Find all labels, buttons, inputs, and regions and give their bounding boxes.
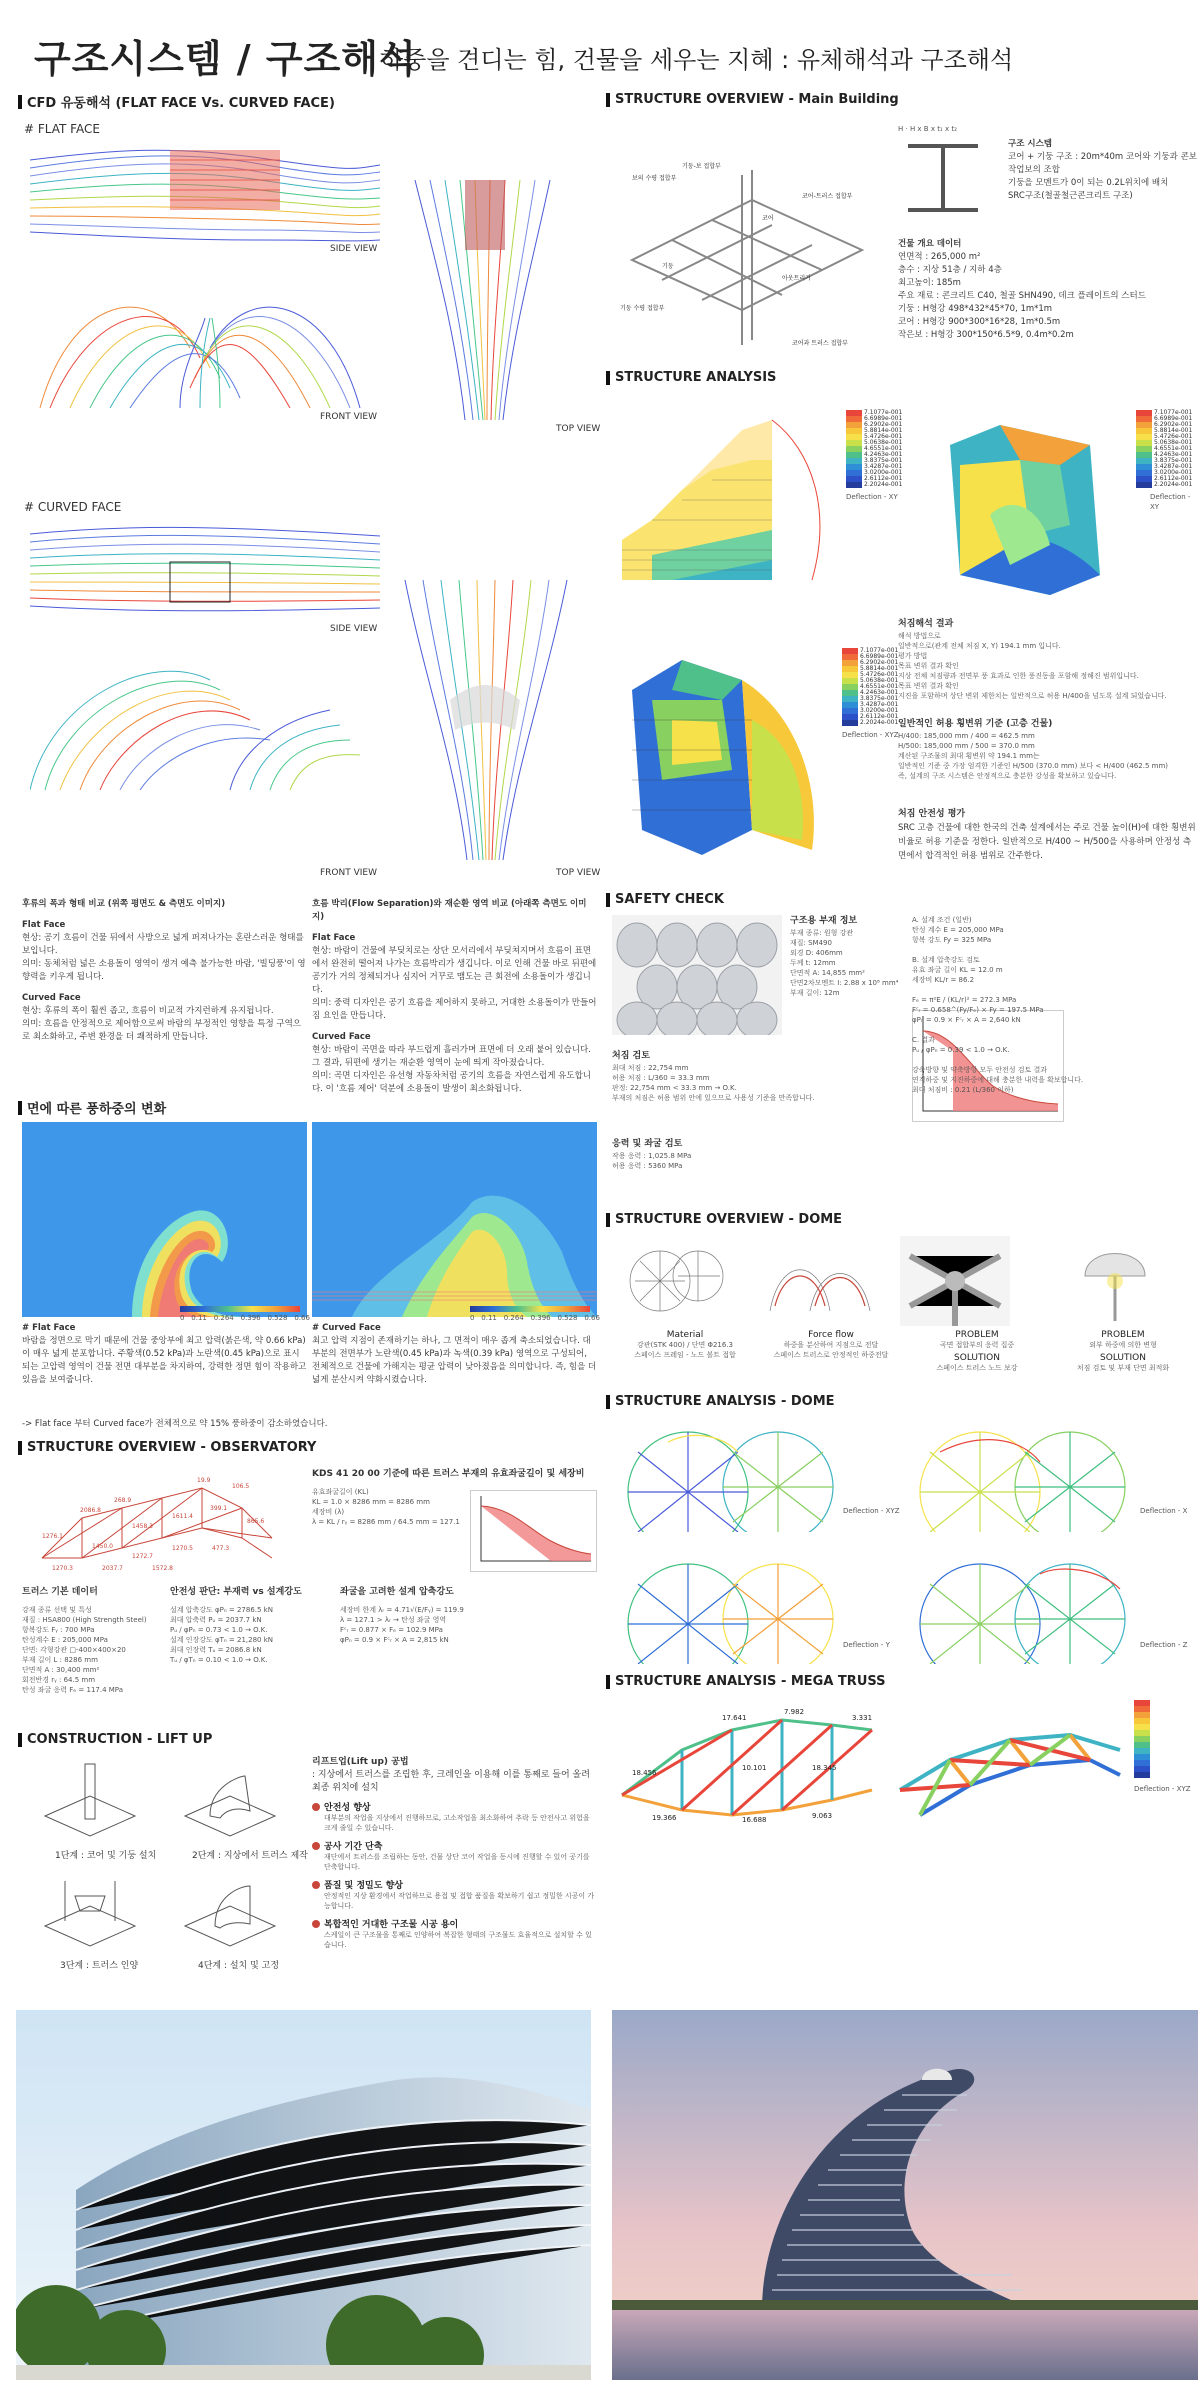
observatory-col3 bbox=[340, 1586, 490, 1645]
legend-value: 3.4287e-001 bbox=[860, 701, 899, 708]
deflection-check-title: 처짐 검토 bbox=[612, 1051, 650, 1061]
curved-pressure-map bbox=[312, 1122, 597, 1317]
construction-step3-illustration bbox=[40, 1866, 140, 1956]
flat-face-label: # FLAT FACE bbox=[24, 122, 100, 136]
building-data-line: 연면적 : 265,000 m² bbox=[898, 252, 981, 262]
flat-pressure-desc bbox=[22, 1322, 307, 1387]
main-building-diagram bbox=[612, 140, 882, 360]
benefit-item bbox=[312, 1917, 597, 1950]
curved-front-view bbox=[30, 640, 370, 790]
dome-item bbox=[904, 1330, 1050, 1373]
truss-number: 477.3 bbox=[212, 1545, 230, 1552]
observatory-col1-title: 트러스 기본 데이터 bbox=[22, 1587, 98, 1597]
h-section-icon bbox=[898, 138, 988, 218]
dome-caption-y: Deflection - Y bbox=[843, 1641, 890, 1649]
compare-left-flat-title: Flat Face bbox=[22, 920, 66, 930]
legend-caption-3: Deflection - XYZ bbox=[842, 731, 899, 739]
building-data-line: 최고높이: 185m bbox=[898, 278, 961, 288]
legend-value: 6.6989e-001 bbox=[860, 653, 899, 660]
dome-item bbox=[758, 1330, 904, 1373]
truss-value: 3.331 bbox=[852, 1714, 873, 1722]
diagram-label: 기둥-보 접합부 bbox=[682, 163, 721, 170]
legend-value: 7.1077e-001 bbox=[860, 647, 899, 654]
construction-step1-illustration bbox=[40, 1756, 140, 1846]
building-data-title: 건물 개요 데이터 bbox=[898, 239, 962, 249]
benefit-item bbox=[312, 1800, 597, 1833]
dome-item bbox=[1050, 1330, 1196, 1373]
deflection-result-title: 처짐해석 결과 bbox=[898, 619, 954, 629]
truss-value: 18.345 bbox=[812, 1764, 837, 1772]
scale-tick: 0.11 bbox=[481, 1314, 497, 1322]
scale-tick: 0.66 bbox=[584, 1314, 600, 1322]
safety-check-heading: SAFETY CHECK bbox=[606, 892, 724, 907]
legend-value: 2.6112e-001 bbox=[860, 713, 899, 720]
stress-check-title: 응력 및 좌굴 검토 bbox=[612, 1139, 683, 1149]
legend-caption-2: Deflection - XY bbox=[1150, 493, 1191, 511]
observatory-heading: STRUCTURE OVERVIEW - OBSERVATORY bbox=[18, 1440, 316, 1455]
building-data-line: 기둥 : H형강 498*432*45*70, 1m*1m bbox=[898, 304, 1053, 314]
bullet-icon bbox=[312, 1803, 320, 1811]
liftup-benefits bbox=[312, 1800, 597, 1956]
truss-value: 7.982 bbox=[784, 1708, 805, 1716]
benefit-text: 안정적인 지상 환경에서 작업하므로 용접 및 접합 품질을 확보하기 쉽고 정밀한 시공이 가능합니다. bbox=[324, 1892, 595, 1910]
curved-pressure-text: 최고 압력 지점이 존재하기는 하나, 그 면적이 매우 좁게 축소되었습니다. 대부분의 전면부가 노란색(0.45 kPa)과 녹색(0.39 kPa) 영역으로 구성되어, 전체적으로 건물에 가해지는 평균 압력이 낮아졌음을 의미합니다. 즉, 힘을 더 넓게 분산시켜 약화시켰습니다. bbox=[312, 1336, 597, 1385]
benefit-text: 대부분의 작업을 지상에서 진행하므로, 고소작업을 최소화하여 추락 등 안전사고 위험을 크게 줄일 수 있습니다. bbox=[324, 1814, 590, 1832]
scale-tick: 0.11 bbox=[191, 1314, 207, 1322]
compare-left bbox=[22, 898, 307, 1044]
building-render-right bbox=[612, 2010, 1198, 2380]
dome-item-text: 하중을 분산하여 지점으로 전달 스페이스 트러스로 안정적인 하중전달 bbox=[773, 1341, 889, 1359]
legend-value: 7.1077e-001 bbox=[864, 409, 903, 416]
construction-step3: 3단계 : 트러스 인양 bbox=[60, 1961, 139, 1971]
legend-value: 3.4287e-001 bbox=[1154, 463, 1193, 470]
legend-value: 5.8814e-001 bbox=[1154, 427, 1193, 434]
observatory-col1 bbox=[22, 1586, 162, 1695]
legend-value: 4.6551e-001 bbox=[1154, 445, 1193, 452]
legend-value: 3.4287e-001 bbox=[864, 463, 903, 470]
legend-value: 4.2463e-001 bbox=[864, 451, 903, 458]
compare-right bbox=[312, 898, 597, 1096]
curved-top-view-caption: TOP VIEW bbox=[556, 868, 601, 878]
truss-value: 19.366 bbox=[652, 1814, 677, 1822]
benefit-text: 스케일이 큰 구조물을 통째로 인양하여 복잡한 형태의 구조물도 효율적으로 설치할 수 있습니다. bbox=[324, 1931, 592, 1949]
dome-item-subtitle: SOLUTION bbox=[954, 1353, 1000, 1363]
legend-value: 6.6989e-001 bbox=[1154, 415, 1193, 422]
construction-step2: 2단계 : 지상에서 트러스 제작 bbox=[192, 1851, 308, 1861]
legend-value: 3.0200e-001 bbox=[860, 707, 899, 714]
legend-caption-1: Deflection - XY bbox=[846, 493, 898, 501]
flat-pressure-text: 바람을 정면으로 막기 때문에 건물 중앙부에 최고 압력(붉은색, 약 0.66 kPa)이 매우 넓게 분포합니다. 주황색(0.52 kPa)과 노란색(0.45 kPa)으로 표시되는 고압력 영역이 건물 전면 대부분을 차지하여, 강력한 정면 힘이 작용하고 있음을 보여줍니다. bbox=[22, 1336, 307, 1385]
legend-value: 6.2902e-001 bbox=[860, 659, 899, 666]
deflection-check-block bbox=[612, 1050, 902, 1103]
legend-values-2 bbox=[1154, 410, 1192, 488]
wind-pressure-heading: 면에 따른 풍하중의 변화 bbox=[18, 1098, 166, 1117]
legend-value: 2.6112e-001 bbox=[1154, 475, 1193, 482]
stress-check-text: 작용 응력 : 1,025.8 MPa 허용 응력 : 5360 MPa bbox=[612, 1152, 692, 1170]
truss-number: 1270.5 bbox=[172, 1545, 193, 1552]
dome-item-title: Force flow bbox=[808, 1330, 854, 1340]
observatory-col1-text: 강재 종류 선택 및 특성 재질 : HSA800 (High Strength Steel) 항복강도 Fᵧ : 700 MPa 탄성계수 E : 205,000 MPa 단면: 각형강관 □-400×400×20 부재 길이 L : 8286 mm 단면적 A : 30,400 mm² 회전반경 rᵧ : 64.5 mm 탄성 좌굴 응력 Fₑ = 117.4 MPa bbox=[22, 1606, 147, 1694]
scale-tick: 0.66 bbox=[294, 1314, 310, 1322]
dome-item-title: PROBLEM bbox=[955, 1330, 999, 1340]
diagram-label: 코어 bbox=[762, 215, 774, 222]
truss-number: 399.1 bbox=[210, 1505, 228, 1512]
observatory-col2-title: 안전성 판단: 부재력 vs 설계강도 bbox=[170, 1587, 302, 1597]
legend-value: 3.8375e-001 bbox=[1154, 457, 1193, 464]
compare-left-title: 후류의 폭과 형태 비교 (위쪽 평면도 & 측면도 이미지) bbox=[22, 899, 226, 909]
compare-right-title: 흐름 박리(Flow Separation)와 재순환 영역 비교 (아래쪽 측면도 이미지) bbox=[312, 899, 587, 922]
legend-value: 2.6112e-001 bbox=[864, 475, 903, 482]
construction-step4-illustration bbox=[180, 1866, 280, 1956]
stress-check-block bbox=[612, 1138, 902, 1171]
legend-value: 4.6551e-001 bbox=[860, 683, 899, 690]
construction-step4: 4단계 : 설치 및 고정 bbox=[198, 1961, 280, 1971]
legend-value: 6.2902e-001 bbox=[1154, 421, 1193, 428]
structure-system-text: 코어 + 기둥 구조 : 20m*40m 코어와 기둥과 콘보 작업보의 조합 기둥을 모멘트가 0이 되는 0.2L위치에 배치 SRC구조(철골철근콘크리트 구조) bbox=[1008, 152, 1197, 201]
structure-system-block bbox=[1008, 138, 1198, 203]
legend-value: 3.0200e-001 bbox=[864, 469, 903, 476]
scale-tick: 0.396 bbox=[530, 1314, 551, 1322]
curved-face-label: # CURVED FACE bbox=[24, 500, 122, 514]
curved-pressure-scale bbox=[470, 1306, 590, 1312]
megatruss-caption: Deflection - XYZ bbox=[1134, 1785, 1191, 1793]
legend-value: 5.4726e-001 bbox=[864, 433, 903, 440]
observatory-truss-diagram bbox=[22, 1468, 292, 1578]
flat-pressure-scale bbox=[180, 1306, 300, 1312]
building-data-line: 작은보 : H형강 300*150*6.5*9, 0.4m*0.2m bbox=[898, 330, 1074, 340]
legend-value: 4.6551e-001 bbox=[864, 445, 903, 452]
wind-conclusion: -> Flat face 부터 Curved face가 전체적으로 약 15% 풍하중이 감소하였습니다. bbox=[22, 1419, 328, 1429]
dome-item-text: 곡면 접합부의 응력 집중 bbox=[939, 1341, 1015, 1349]
kds-title: KDS 41 20 00 기준에 따른 트러스 부재의 유효좌굴길이 및 세장비 bbox=[312, 1469, 585, 1479]
megatruss-3d bbox=[890, 1700, 1130, 1825]
truss-number: 865.6 bbox=[247, 1518, 265, 1525]
dome-caption-z: Deflection - Z bbox=[1140, 1641, 1188, 1649]
legend-value: 5.0638e-001 bbox=[864, 439, 903, 446]
benefit-title: 공사 기간 단축 bbox=[324, 1842, 383, 1852]
analysis-xy-front bbox=[612, 410, 842, 590]
member-info-text: 부재 종류: 원형 강관 재질: SM490 외경 D: 406mm 두께 t: 12mm 단면적 A: 14,855 mm² 단면2차모멘트 I: 2.88 x 10⁸ mm⁴ 부재 길이: 12m bbox=[790, 929, 899, 997]
construction-step2-illustration bbox=[180, 1756, 280, 1846]
dome-forceflow-illustration bbox=[760, 1236, 880, 1326]
flat-front-view bbox=[30, 258, 370, 408]
building-data-line: 코어 : H형강 900*300*16*28, 1m*0.5m bbox=[898, 317, 1061, 327]
kds-text: 유효좌굴길이 (KL) KL = 1.0 × 8286 mm = 8286 mm 세장비 (λ) λ = KL / rᵧ = 8286 mm / 64.5 mm = 127.1 bbox=[312, 1488, 460, 1526]
diagram-label: 아웃트리거 bbox=[782, 275, 811, 282]
truss-value: 9.063 bbox=[812, 1812, 833, 1820]
compare-right-curved-title: Curved Face bbox=[312, 1032, 371, 1042]
flat-top-view bbox=[395, 180, 575, 420]
deflection-check-text: 최대 처짐 : 22,754 mm 허용 처짐 : L/360 = 33.3 mm 판정: 22,754 mm < 33.3 mm → O.K. 부재의 처짐은 허용 범위 안에 있으므로 사용성 기준을 만족합니다. bbox=[612, 1064, 815, 1102]
truss-number: 1270.3 bbox=[52, 1565, 73, 1572]
truss-number: 1572.8 bbox=[152, 1565, 173, 1572]
scale-tick: 0 bbox=[470, 1314, 475, 1322]
section-formula: H · H x B x t₁ x t₂ bbox=[898, 125, 957, 133]
truss-value: 17.641 bbox=[722, 1714, 747, 1722]
benefit-title: 품질 및 정밀도 향상 bbox=[324, 1881, 403, 1891]
benefit-title: 복합적인 거대한 구조물 시공 용이 bbox=[324, 1920, 459, 1930]
scale-tick: 0.264 bbox=[503, 1314, 524, 1322]
deflection-safety-title: 처짐 안전성 평가 bbox=[898, 809, 966, 819]
building-data-line: 주요 재료 : 콘크리트 C40, 철골 SHN490, 데크 플레이트의 스터드 bbox=[898, 291, 1146, 301]
flat-pressure-title: # Flat Face bbox=[22, 1323, 76, 1333]
flat-pressure-map bbox=[22, 1122, 307, 1317]
diagram-label: 기둥 bbox=[662, 263, 674, 270]
legend-value: 7.1077e-001 bbox=[1154, 409, 1193, 416]
truss-number: 268.9 bbox=[114, 1497, 132, 1504]
flat-side-view bbox=[30, 140, 380, 250]
legend-value: 2.2024e-001 bbox=[864, 481, 903, 488]
page-title: 구조시스템 / 구조해석 bbox=[34, 37, 417, 81]
liftup-method bbox=[312, 1756, 597, 1795]
deflection-result-text: 해석 방법으로 일반적으로(관계 전체 처짐 X, Y) 194.1 mm 입니다. 평가 방법 목표 변위 결과 확인 지상 전체 처짐량과 전면부 풍 효과로 인한 풍진동을 포함해 정해진 범위입니다. 목표 변위 결과 확인 지진을 포함하며 상단 변위 제한치는 일반적으로 허용 H/400을 넘도록 설계 되었습니다. bbox=[898, 632, 1167, 700]
criteria-block bbox=[898, 718, 1198, 781]
legend-value: 5.0638e-001 bbox=[860, 677, 899, 684]
observatory-col3-text: 세장비 한계 λᵣ = 4.71√(E/Fᵧ) = 119.9 λ = 127.1 > λᵣ → 탄성 좌굴 영역 Fᶜᵣ = 0.877 × Fₑ = 102.9 MPa φPₙ = 0.9 × Fᶜᵣ × A = 2,815 kN bbox=[340, 1606, 464, 1644]
structure-analysis-heading: STRUCTURE ANALYSIS bbox=[606, 370, 776, 385]
legend-values-3 bbox=[860, 648, 898, 726]
truss-number: 1450.0 bbox=[92, 1543, 113, 1550]
curved-pressure-desc bbox=[312, 1322, 597, 1387]
observatory-col3-title: 좌굴을 고려한 설계 압축강도 bbox=[340, 1587, 454, 1597]
analysis-xyz-3d bbox=[612, 630, 842, 860]
legend-value: 5.4726e-001 bbox=[860, 671, 899, 678]
megatruss-2d bbox=[612, 1700, 882, 1825]
flat-front-view-caption: FRONT VIEW bbox=[320, 412, 378, 422]
dome-item-title: PROBLEM bbox=[1101, 1330, 1145, 1340]
analysis-xy-3d bbox=[930, 405, 1130, 595]
kds-block bbox=[312, 1468, 585, 1527]
deflection-result-block bbox=[898, 618, 1198, 701]
diagram-label: 기둥 수평 접합부 bbox=[620, 305, 665, 312]
diagram-label: 보의 수평 접합부 bbox=[632, 175, 677, 182]
legend-value: 5.0638e-001 bbox=[1154, 439, 1193, 446]
benefit-item bbox=[312, 1878, 597, 1911]
compare-left-flat-text: 현상: 공기 흐름이 건물 뒤에서 사방으로 넓게 퍼져나가는 혼란스러운 형태를 보입니다. 의미: 동체처럼 넓은 소용돌이 영역이 생겨 예측 불가능한 바람, '빌딩풍'이 영향력을 키우게 됩니다. bbox=[22, 933, 306, 982]
benefit-item bbox=[312, 1839, 597, 1872]
curved-side-view bbox=[30, 516, 380, 626]
construction-heading: CONSTRUCTION - LIFT UP bbox=[18, 1732, 212, 1747]
dome-caption-xyz: Deflection - XYZ bbox=[843, 1507, 900, 1515]
bullet-icon bbox=[312, 1842, 320, 1850]
truss-number: 19.9 bbox=[197, 1477, 211, 1484]
legend-xy-2 bbox=[1136, 410, 1152, 488]
megatruss-heading: STRUCTURE ANALYSIS - MEGA TRUSS bbox=[606, 1674, 886, 1689]
compare-right-flat-text: 현상: 바람이 건물에 부딪치로는 상단 모서리에서 부딪쳐지며서 흐름이 표면에서 완전히 떨어져 나가는 흐름박리가 생깁니다. 이로 인해 건물 바로 뒤편에 공기가 거의 정체되거나 심지어 거꾸로 맴도는 큰 회전에 소용돌이가 생깁니다. 의미: 중력 디자인은 공기 흐름을 제어하지 못하고, 거대한 소용돌이가 만들어짐 요인을 만듭니다. bbox=[312, 946, 597, 1021]
bullet-icon bbox=[312, 1881, 320, 1889]
curved-front-view-caption: FRONT VIEW bbox=[320, 868, 378, 878]
legend-value: 2.2024e-001 bbox=[1154, 481, 1193, 488]
scale-tick: 0.528 bbox=[557, 1314, 578, 1322]
member-info-block bbox=[790, 915, 905, 998]
curved-pressure-title: # Curved Face bbox=[312, 1323, 381, 1333]
dome-caption-x: Deflection - X bbox=[1140, 1507, 1188, 1515]
dome-item-subtext: 처짐 검토 및 부재 단면 최적화 bbox=[1076, 1364, 1170, 1372]
dome-item bbox=[612, 1330, 758, 1373]
liftup-method-text: : 지상에서 트러스를 조립한 후, 크레인을 이용해 이를 통째로 들어 올려 최종 위치에 설치 bbox=[312, 1770, 590, 1793]
truss-number: 1611.4 bbox=[172, 1513, 193, 1520]
truss-value: 18.456 bbox=[632, 1769, 657, 1777]
diagram-label: 코어-트러스 접합부 bbox=[802, 193, 853, 200]
compare-right-flat-title: Flat Face bbox=[312, 933, 356, 943]
scale-tick: 0 bbox=[180, 1314, 185, 1322]
main-building-heading: STRUCTURE OVERVIEW - Main Building bbox=[606, 92, 899, 107]
benefit-text: 재단에서 트러스를 조립하는 동안, 건물 상단 코어 작업을 동시에 진행할 수 있어 공기를 단축합니다. bbox=[324, 1853, 590, 1871]
buckling-curve-chart bbox=[470, 1490, 597, 1572]
compare-left-curved-title: Curved Face bbox=[22, 993, 81, 1003]
truss-number: 2037.7 bbox=[102, 1565, 123, 1572]
legend-value: 4.2463e-001 bbox=[1154, 451, 1193, 458]
dome-analysis-heading: STRUCTURE ANALYSIS - DOME bbox=[606, 1394, 835, 1409]
truss-number: 1276.1 bbox=[42, 1533, 63, 1540]
dome-item-title: Material bbox=[666, 1330, 704, 1340]
building-data-line: 층수 : 지상 51층 / 지하 4층 bbox=[898, 265, 1002, 275]
deflection-safety-block bbox=[898, 808, 1198, 863]
observatory-col2 bbox=[170, 1586, 330, 1665]
legend-value: 2.2024e-001 bbox=[860, 719, 899, 726]
cfd-heading: CFD 유동해석 (FLAT FACE Vs. CURVED FACE) bbox=[18, 92, 335, 111]
steel-pipe-photo bbox=[612, 915, 782, 1035]
dome-overview-items bbox=[612, 1330, 1198, 1373]
building-data-block bbox=[898, 238, 1198, 342]
scale-tick: 0.264 bbox=[213, 1314, 234, 1322]
curved-side-view-caption: SIDE VIEW bbox=[330, 624, 378, 634]
legend-value: 4.2463e-001 bbox=[860, 689, 899, 696]
liftup-method-title: 리프트업(Lift up) 공법 bbox=[312, 1757, 409, 1767]
truss-number: 1458.3 bbox=[132, 1523, 153, 1530]
compare-right-curved-text: 현상: 바람이 곡면을 따라 부드럽게 흘러가며 표면에 더 오래 붙어 있습니다. 그 결과, 뒤편에 생기는 재순환 영역이 눈에 띄게 작아졌습니다. 의미: 곡면 디자인은 유선형 자동차처럼 공기의 흐름을 자연스럽게 유도합니다. 이 '흐름 제어' 덕분에 소용돌이 발생이 최소화됩니다. bbox=[312, 1045, 592, 1094]
truss-value: 10.101 bbox=[742, 1764, 767, 1772]
observatory-col2-text: 설계 압축강도 φPₙ = 2786.5 kN 최대 압축력 Pᵤ = 2037.7 kN Pᵤ / φPₙ = 0.73 < 1.0 → O.K. 설계 인장강도 φTₙ = 21,280 kN 최대 인장력 Tᵤ = 2086.8 kN Tᵤ / φTₙ = 0.10 < 1.0 → O.K. bbox=[170, 1606, 274, 1664]
truss-number: 2086.8 bbox=[80, 1507, 101, 1514]
dome-item-subtitle: SOLUTION bbox=[1100, 1353, 1146, 1363]
criteria-title: 일반적인 허용 횡변위 기준 (고층 건물) bbox=[898, 719, 1053, 729]
legend-xyz bbox=[842, 648, 858, 726]
legend-values-1 bbox=[864, 410, 902, 488]
legend-value: 6.6989e-001 bbox=[864, 415, 903, 422]
legend-xy-1 bbox=[846, 410, 862, 488]
legend-value: 6.2902e-001 bbox=[864, 421, 903, 428]
truss-value: 16.688 bbox=[742, 1816, 767, 1824]
page-subtitle: 하중을 견디는 힘, 건물을 세우는 지혜 : 유체해석과 구조해석 bbox=[380, 46, 1014, 74]
truss-number: 1272.7 bbox=[132, 1553, 153, 1560]
dome-item-text: 강관(STK 400) / 단면 Φ216.3 스페이스 프레임 - 노드 볼트 접합 bbox=[634, 1341, 736, 1359]
legend-value: 5.4726e-001 bbox=[1154, 433, 1193, 440]
bullet-icon bbox=[312, 1920, 320, 1928]
dome-item-subtext: 스페이스 트러스 노드 보강 bbox=[936, 1364, 1018, 1372]
flat-top-view-caption: TOP VIEW bbox=[556, 424, 601, 434]
deflection-safety-text: SRC 고층 건물에 대한 한국의 건축 설계에서는 주로 건물 높이(H)에 대한 횡변위 비율로 허용 기준을 정한다. 일반적으로 H/400 ~ H/500을 사용하며 안정성 측면에서 합격적인 허용 범위로 간주한다. bbox=[898, 823, 1196, 861]
legend-value: 3.8375e-001 bbox=[864, 457, 903, 464]
benefit-title: 안전성 향상 bbox=[324, 1803, 371, 1813]
truss-number: 106.5 bbox=[232, 1483, 250, 1490]
structure-system-title: 구조 시스템 bbox=[1008, 139, 1053, 149]
legend-value: 3.8375e-001 bbox=[860, 695, 899, 702]
legend-truss bbox=[1134, 1700, 1150, 1778]
dome-lamp-illustration bbox=[1060, 1236, 1170, 1326]
member-info-title: 구조용 부재 정보 bbox=[790, 916, 858, 926]
scale-tick: 0.396 bbox=[240, 1314, 261, 1322]
legend-value: 5.8814e-001 bbox=[864, 427, 903, 434]
diagram-label: 코어과 트러스 접합부 bbox=[792, 340, 848, 347]
compare-left-curved-text: 현상: 후류의 폭이 훨씬 좁고, 흐름이 비교적 가지런하게 유지됩니다. 의미: 흐름을 안정적으로 제어함으로써 바람의 부정적인 영향을 특정 구역으로 최소화하고, 주변 환경을 더 쾌적하게 만듭니다. bbox=[22, 1006, 302, 1042]
legend-value: 5.8814e-001 bbox=[860, 665, 899, 672]
curved-top-view bbox=[395, 580, 575, 860]
dome-item-text: 외부 하중에 의한 변형 bbox=[1089, 1341, 1157, 1349]
dome-material-illustration bbox=[620, 1236, 730, 1326]
building-render-left bbox=[16, 2010, 591, 2380]
legend-value: 3.0200e-001 bbox=[1154, 469, 1193, 476]
flat-side-view-caption: SIDE VIEW bbox=[330, 244, 378, 254]
construction-step1: 1단계 : 코어 및 기둥 설치 bbox=[55, 1851, 157, 1861]
scale-tick: 0.528 bbox=[267, 1314, 288, 1322]
criteria-text: H/400: 185,000 mm / 400 = 462.5 mm H/500: 185,000 mm / 500 = 370.0 mm 계산된 구조물의 최대 횡변위 약 194.1 mm는 일반적인 기준 중 가장 엄격한 기준인 H/500 (370.0 mm) 보다 < H/400 (462.5 mm) 즉, 설계의 구조 시스템은 안정적으로 충분한 강성을 확보하고 있습니다. bbox=[898, 732, 1168, 780]
dome-joint-illustration bbox=[900, 1236, 1010, 1326]
dome-overview-heading: STRUCTURE OVERVIEW - DOME bbox=[606, 1212, 842, 1227]
safety-calculation-text: A. 설계 조건 (일반) 탄성 계수 E = 205,000 MPa 항복 강도 Fy = 325 MPa B. 설계 압축강도 검토 유효 좌굴 길이 KL = 12.0 m 세장비 KL/r = 86.2 Fₑ = π²E / (KL/r)² = 272.3 MPa Fᶜᵣ = 0.658^(Fy/Fₑ) × Fy = 197.5 MPa φPₙ = 0.9 × Fᶜᵣ × A = 2,640 kN C. 결과 Pᵤ / φPₙ = 0.39 < 1.0 → O.K. 강축방향 및 약축방향 모두 안전성 검토 결과 연직하중 및 지진하중에 대해 충분한 내력을 확보합니다. 최대 처짐비 : 0.21 (L/360 이하) bbox=[912, 916, 1084, 1094]
